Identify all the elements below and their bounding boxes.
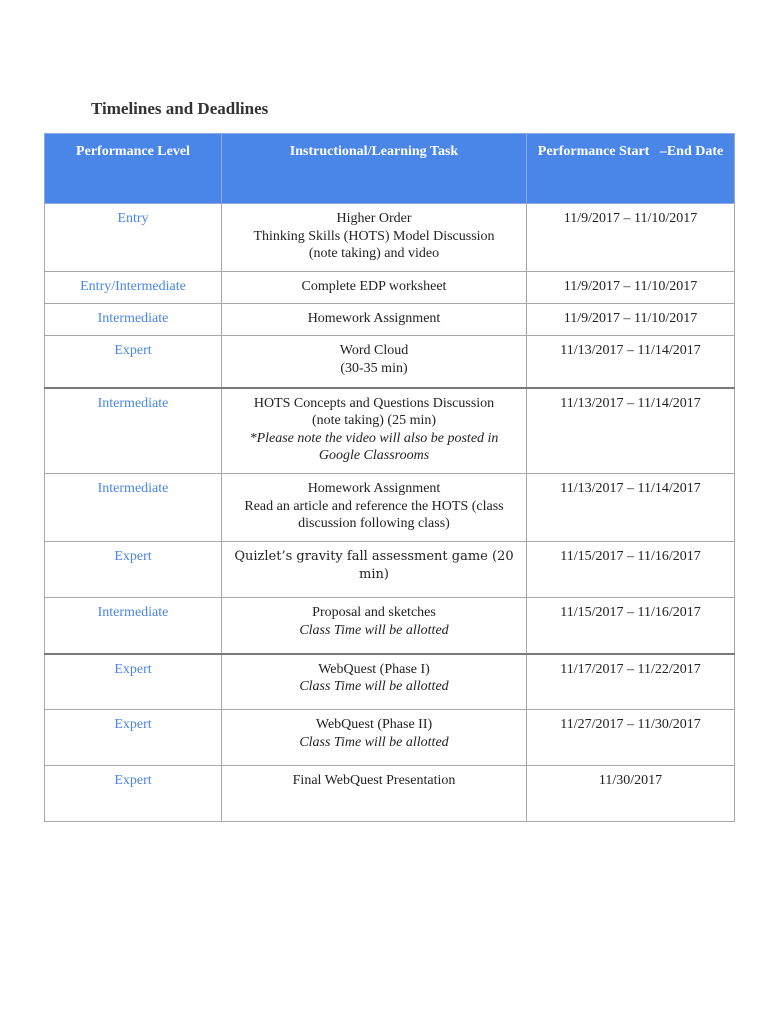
learning-task-cell [222,272,527,304]
header-date-range: Performance Start –End Date [527,134,735,204]
learning-task-cell [222,336,527,388]
date-range-cell: 11/13/2017 – 11/14/2017 [527,388,735,474]
table-header-row [45,134,735,204]
header-learning-task: Instructional/Learning Task [222,134,527,204]
date-range-cell: 11/17/2017 – 11/22/2017 [527,654,735,710]
task-text: Higher Order [336,211,412,226]
table-row [45,654,735,710]
task-text: (note taking) (25 min) [311,413,437,428]
learning-task-cell [222,204,527,272]
date-range-cell: 11/15/2017 – 11/16/2017 [527,598,735,654]
table-body [45,204,735,822]
table-row [45,474,735,542]
learning-task-cell [222,710,527,766]
date-range-cell: 11/13/2017 – 11/14/2017 [527,336,735,388]
performance-level-cell: Intermediate [45,304,222,336]
task-note: Google Classrooms [318,448,430,463]
timeline-table [44,133,735,822]
table-row [45,766,735,822]
performance-level-cell: Intermediate [45,388,222,474]
table-row [45,542,735,598]
date-range-cell: 11/30/2017 [527,766,735,822]
task-text: Quizlet’s gravity fall assessment game (20 min) [234,549,514,582]
performance-level-cell: Intermediate [45,598,222,654]
task-text: WebQuest (Phase I) [318,661,430,677]
learning-task-cell [222,766,527,822]
header-performance-level: Performance Level [45,134,222,204]
task-note: Class Time will be allotted [299,734,449,750]
task-text: (note taking) and video [308,246,440,261]
table-row [45,388,735,474]
date-range-cell: 11/9/2017 – 11/10/2017 [527,272,735,304]
task-text: Homework Assignment [307,481,441,496]
learning-task-cell [222,542,527,598]
performance-level-cell: Expert [45,654,222,710]
task-text: (30-35 min) [340,360,408,376]
page-title: Timelines and Deadlines [91,99,269,118]
learning-task-cell [222,304,527,336]
learning-task-cell [222,474,527,542]
performance-level-cell: Expert [45,710,222,766]
task-note: Class Time will be allotted [299,622,449,638]
performance-level-cell: Entry [45,204,222,272]
date-range-cell: 11/15/2017 – 11/16/2017 [527,542,735,598]
performance-level-cell: Expert [45,336,222,388]
table-row [45,204,735,272]
performance-level-cell: Entry/Intermediate [45,272,222,304]
date-range-cell: 11/13/2017 – 11/14/2017 [527,474,735,542]
task-text: Word Cloud [339,343,409,358]
task-text: HOTS Concepts and Questions Discussion [253,395,495,411]
date-range-cell: 11/27/2017 – 11/30/2017 [527,710,735,766]
task-note: *Please note the video will also be posted in [249,430,499,446]
task-text: WebQuest (Phase II) [315,717,433,732]
task-text: discussion following class) [298,516,450,531]
learning-task-cell [222,598,527,654]
learning-task-cell [222,654,527,710]
task-text: Read an article and reference the HOTS (class [244,498,504,514]
date-range-cell: 11/9/2017 – 11/10/2017 [527,304,735,336]
task-text: Complete EDP worksheet [301,279,447,294]
table-row [45,304,735,336]
task-text: Final WebQuest Presentation [292,773,456,788]
table-row [45,336,735,388]
table-row [45,710,735,766]
task-note: Class Time will be allotted [299,679,449,694]
table-row [45,272,735,304]
task-text: Thinking Skills (HOTS) Model Discussion [253,228,495,244]
learning-task-cell [222,388,527,474]
performance-level-cell: Expert [45,766,222,822]
task-text: Homework Assignment [307,311,441,326]
table-row [45,598,735,654]
performance-level-cell: Expert [45,542,222,598]
performance-level-cell: Intermediate [45,474,222,542]
date-range-cell: 11/9/2017 – 11/10/2017 [527,204,735,272]
task-text: Proposal and sketches [312,605,436,620]
